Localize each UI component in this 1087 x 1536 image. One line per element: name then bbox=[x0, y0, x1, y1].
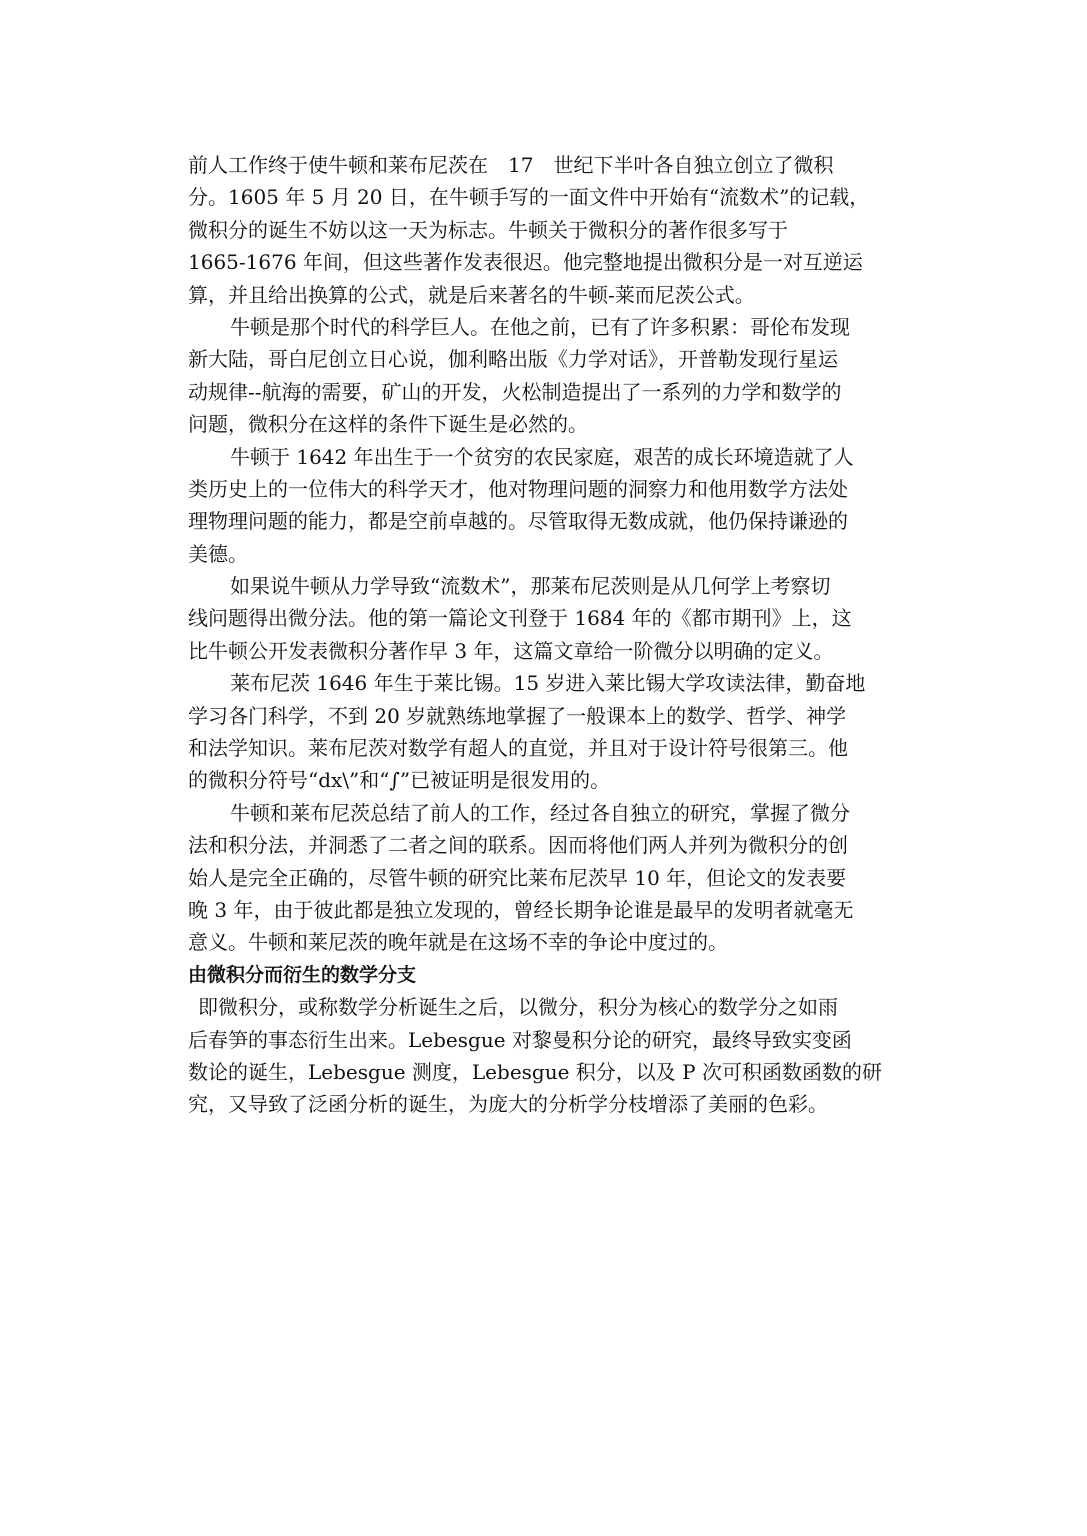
text-line: 理物理问题的能力，都是空前卓越的。尽管取得无数成就，他仍保持谦逊的 bbox=[188, 509, 848, 534]
text-line: 前人工作终于使牛顿和莱布尼茨在 17 世纪下半叶各自独立创立了微积 bbox=[188, 153, 834, 177]
text-line: 比牛顿公开发表微积分著作早 3 年，这篇文章给一阶微分以明确的定义。 bbox=[188, 638, 834, 663]
paragraph-newton-giant bbox=[188, 311, 900, 441]
text-line: 即微积分，或称数学分析诞生之后，以微分，积分为核心的数学分之如雨 bbox=[198, 995, 838, 1020]
text-line: 究，又导致了泛函分析的诞生，为庞大的分析学分枝增添了美丽的色彩。 bbox=[188, 1092, 828, 1117]
text-line: 牛顿于 1642 年出生于一个贫穷的农民家庭，艰苦的成长环境造就了人 bbox=[230, 444, 854, 469]
text-line: 法和积分法，并洞悉了二者之间的联系。因而将他们两人并列为微积分的创 bbox=[188, 833, 848, 858]
text-line: 类历史上的一位伟大的科学天才，他对物理问题的洞察力和他用数学方法处 bbox=[188, 476, 848, 501]
section-heading: 由微积分而衍生的数学分支 bbox=[188, 963, 417, 986]
text-line: 线问题得出微分法。他的第一篇论文刊登于 1684 年的《都市期刊》上，这 bbox=[188, 606, 852, 631]
text-line: 动规律--航海的需要，矿山的开发，火松制造提出了一系列的力学和数学的 bbox=[188, 379, 842, 404]
text-line: 莱布尼茨 1646 年生于莱比锡。15 岁进入莱比锡大学攻读法律，勤奋地 bbox=[230, 671, 866, 696]
text-line: 算，并且给出换算的公式，就是后来著名的牛顿-莱而尼茨公式。 bbox=[188, 282, 755, 307]
paragraph-newton-birth bbox=[188, 441, 900, 571]
text-line: 的微积分符号“dx\”和“∫”已被证明是很发用的。 bbox=[188, 768, 611, 793]
text-line: 后春笋的事态衍生出来。Lebesgue 对黎曼积分论的研究，最终导致实变函 bbox=[188, 1027, 852, 1052]
text-line: 牛顿是那个时代的科学巨人。在他之前，已有了许多积累：哥伦布发现 bbox=[230, 314, 850, 339]
text-line: 晚 3 年，由于彼此都是独立发现的，曾经长期争论谁是最早的发明者就毫无 bbox=[188, 897, 854, 922]
text-line: 和法学知识。莱布尼茨对数学有超人的直觉，并且对于设计符号很第三。他 bbox=[188, 736, 848, 761]
text-line: 如果说牛顿从力学导致“流数术”，那莱布尼茨则是从几何学上考察切 bbox=[230, 574, 831, 599]
document-body bbox=[188, 149, 900, 1121]
paragraph-newton-leibniz-intro bbox=[188, 149, 900, 311]
text-line: 美德。 bbox=[188, 541, 248, 566]
text-line: 新大陆，哥白尼创立日心说，伽利略出版《力学对话》，开普勒发现行星运 bbox=[188, 347, 838, 372]
text-line: 学习各门科学，不到 20 岁就熟练地掌握了一般课本上的数学、哲学、神学 bbox=[188, 703, 847, 728]
paragraph-derived-branches bbox=[188, 991, 900, 1121]
text-line: 始人是完全正确的，尽管牛顿的研究比莱布尼茨早 10 年，但论文的发表要 bbox=[188, 865, 847, 890]
text-line: 问题，微积分在这样的条件下诞生是必然的。 bbox=[188, 412, 588, 437]
text-line: 微积分的诞生不妨以这一天为标志。牛顿关于微积分的著作很多写于 bbox=[188, 217, 788, 242]
text-line: 数论的诞生，Lebesgue 测度，Lebesgue 积分，以及 P 次可积函数函数的研 bbox=[188, 1059, 882, 1084]
text-line: 分。1605 年 5 月 20 日，在牛顿手写的一面文件中开始有“流数术”的记载， bbox=[188, 185, 870, 210]
text-line: 牛顿和莱布尼茨总结了前人的工作，经过各自独立的研究，掌握了微分 bbox=[230, 800, 850, 825]
text-line: 1665-1676 年间，但这些著作发表很迟。他完整地提出微积分是一对互逆运 bbox=[188, 250, 863, 275]
text-line: 意义。牛顿和莱尼茨的晚年就是在这场不幸的争论中度过的。 bbox=[188, 930, 728, 955]
paragraph-leibniz-differential bbox=[188, 570, 900, 667]
paragraph-leibniz-birth bbox=[188, 667, 900, 797]
paragraph-founders-dispute bbox=[188, 797, 900, 959]
